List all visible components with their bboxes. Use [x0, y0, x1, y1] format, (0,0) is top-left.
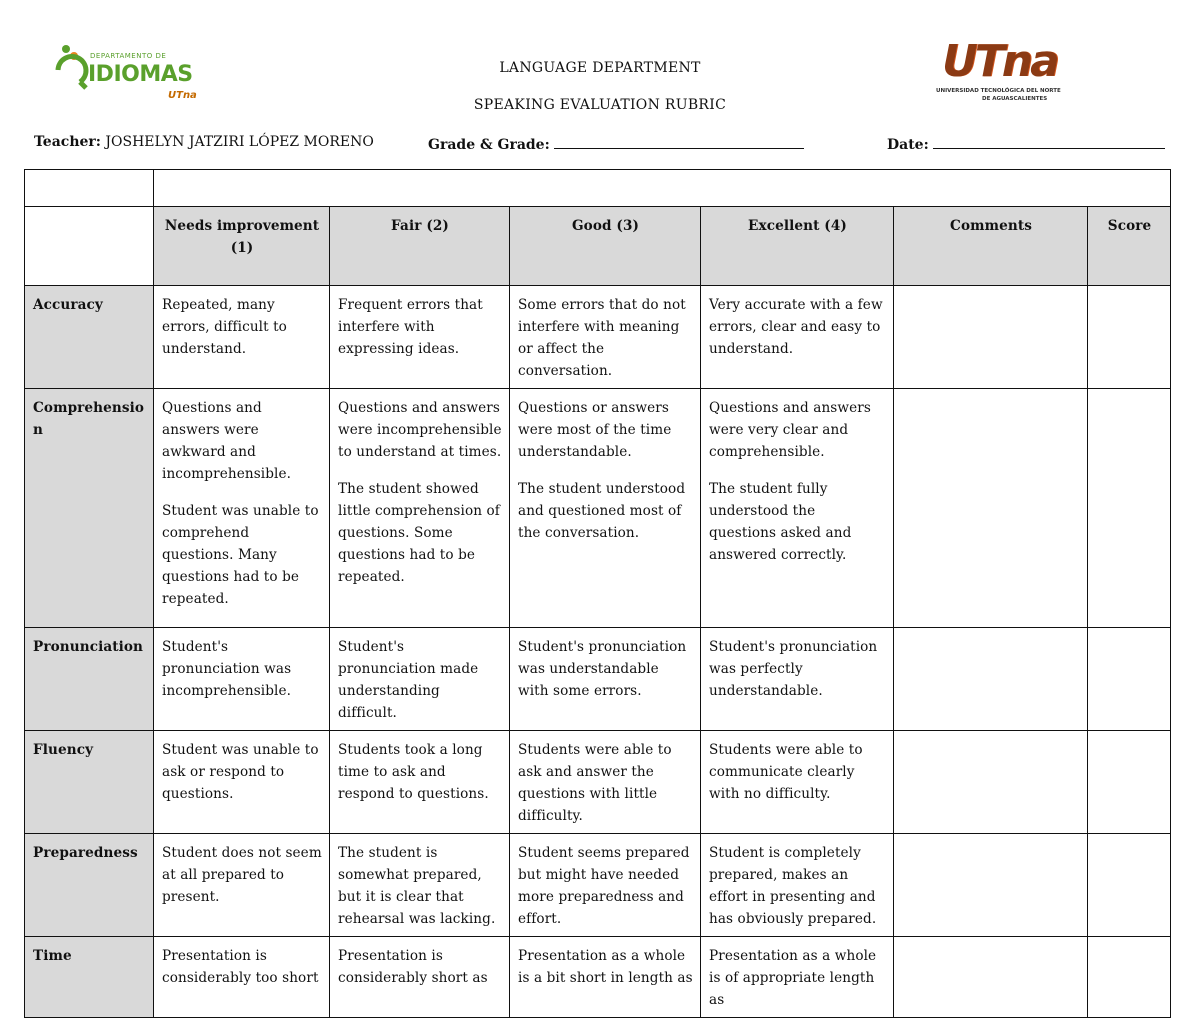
score-cell[interactable]	[1088, 389, 1171, 628]
rubric-cell-text: Student does not seem at all prepared to present.	[162, 845, 322, 905]
table-row	[25, 628, 1171, 731]
rubric-cell	[510, 731, 701, 834]
rubric-cell-text: Presentation is considerably too short	[162, 948, 319, 986]
rubric-cell	[330, 834, 510, 937]
comments-cell[interactable]	[894, 389, 1088, 628]
header-score: Score	[1088, 207, 1171, 286]
rubric-cell	[510, 834, 701, 937]
rubric-cell	[701, 286, 894, 389]
header-excellent: Excellent (4)	[701, 207, 894, 286]
row-label: Accuracy	[25, 286, 154, 389]
rubric-cell-text: Students were able to communicate clearly with no difficulty.	[709, 742, 863, 802]
date-label: Date:	[887, 137, 929, 153]
row-label: Comprehensio n	[25, 389, 154, 628]
rubric-cell	[701, 389, 894, 628]
teacher-field	[34, 134, 374, 150]
rubric-cell-text: Questions and answers were awkward and incomprehensible.	[162, 400, 292, 482]
rubric-cell	[701, 937, 894, 1018]
rubric-cell-text: Student was unable to ask or respond to questions.	[162, 742, 319, 802]
comments-cell[interactable]	[894, 286, 1088, 389]
rubric-cell-text: Student's pronunciation was incomprehensible.	[162, 639, 292, 699]
grade-field	[428, 134, 804, 153]
header-comments: Comments	[894, 207, 1088, 286]
rubric-cell	[154, 286, 330, 389]
rubric-cell-text: Student's pronunciation was understandable with some errors.	[518, 639, 687, 699]
comments-cell[interactable]	[894, 628, 1088, 731]
rubric-cell	[330, 628, 510, 731]
top-blank-cell-left[interactable]	[25, 170, 154, 207]
comments-cell[interactable]	[894, 834, 1088, 937]
rubric-cell	[510, 937, 701, 1018]
rubric-cell-text: The student understood and questioned most of the conversation.	[518, 481, 686, 541]
rubric-cell-text: The student is somewhat prepared, but it is clear that rehearsal was lacking.	[338, 845, 496, 927]
rubric-cell-text: Frequent errors that interfere with expressing ideas.	[338, 297, 483, 357]
row-label: Pronunciation	[25, 628, 154, 731]
rubric-cell	[154, 389, 330, 628]
score-cell[interactable]	[1088, 937, 1171, 1018]
comments-cell[interactable]	[894, 731, 1088, 834]
score-cell[interactable]	[1088, 286, 1171, 389]
rubric-cell	[701, 731, 894, 834]
rubric-cell-text: Student's pronunciation was perfectly understandable.	[709, 639, 878, 699]
header-row	[25, 207, 1171, 286]
rubric-cell	[154, 731, 330, 834]
table-row	[25, 834, 1171, 937]
idiomas-small-text: DEPARTAMENTO DE	[90, 52, 167, 60]
rubric-table	[24, 169, 1171, 1018]
table-row	[25, 389, 1171, 628]
rubric-cell	[154, 937, 330, 1018]
document-subtitle: SPEAKING EVALUATION RUBRIC	[473, 97, 727, 113]
score-cell[interactable]	[1088, 731, 1171, 834]
top-blank-cell-right[interactable]	[154, 170, 1171, 207]
rubric-cell-text: Students were able to ask and answer the questions with little difficulty.	[518, 742, 672, 824]
teacher-label: Teacher:	[34, 134, 101, 150]
header-blank-cell	[25, 207, 154, 286]
rubric-cell-text: Student's pronunciation made understanding difficult.	[338, 639, 479, 721]
rubric-cell	[154, 834, 330, 937]
rubric-cell	[154, 628, 330, 731]
date-blank-line[interactable]	[933, 134, 1165, 149]
rubric-cell-text: Very accurate with a few errors, clear and easy to understand.	[709, 297, 883, 357]
header-fair: Fair (2)	[330, 207, 510, 286]
teacher-value: JOSHELYN JATZIRI LÓPEZ MORENO	[105, 134, 374, 150]
rubric-cell-text: Questions and answers were incomprehensible to understand at times.	[338, 400, 502, 460]
grade-blank-line[interactable]	[554, 134, 804, 149]
rubric-cell	[701, 834, 894, 937]
header-needs-improvement: Needs improvement (1)	[154, 207, 330, 286]
utna-line1: UNIVERSIDAD TECNOLÓGICA DEL NORTE	[936, 88, 1061, 94]
rubric-cell	[510, 628, 701, 731]
header-good: Good (3)	[510, 207, 701, 286]
rubric-cell	[701, 628, 894, 731]
score-cell[interactable]	[1088, 834, 1171, 937]
document-title: LANGUAGE DEPARTMENT	[499, 60, 701, 76]
comments-cell[interactable]	[894, 937, 1088, 1018]
rubric-cell-text: Questions or answers were most of the time understandable.	[518, 400, 672, 460]
idiomas-brand-text: IDIOMAS	[88, 62, 193, 87]
rubric-cell-text: Presentation is considerably short as	[338, 948, 488, 986]
rubric-cell	[330, 731, 510, 834]
idiomas-sub-text: UTna	[168, 90, 197, 101]
table-row	[25, 286, 1171, 389]
rubric-cell	[330, 389, 510, 628]
rubric-cell-text: The student showed little comprehension of questions. Some questions had to be repeated.	[338, 481, 500, 585]
row-label: Fluency	[25, 731, 154, 834]
utna-line2: DE AGUASCALIENTES	[982, 96, 1048, 102]
date-field	[887, 134, 1165, 153]
rubric-cell-text: The student fully understood the questions asked and answered correctly.	[709, 481, 852, 563]
table-row	[25, 937, 1171, 1018]
table-top-bar	[25, 170, 1171, 207]
rubric-cell	[330, 286, 510, 389]
rubric-cell-text: Some errors that do not interfere with meaning or affect the conversation.	[518, 297, 686, 379]
rubric-cell-text: Repeated, many errors, difficult to understand.	[162, 297, 287, 357]
rubric-cell-text: Presentation as a whole is of appropriate length as	[709, 948, 877, 1008]
rubric-cell-text: Presentation as a whole is a bit short in length as	[518, 948, 693, 986]
score-cell[interactable]	[1088, 628, 1171, 731]
rubric-cell-text: Student seems prepared but might have needed more preparedness and effort.	[518, 845, 690, 927]
rubric-cell	[510, 286, 701, 389]
grade-label: Grade & Grade:	[428, 137, 550, 153]
rubric-cell	[330, 937, 510, 1018]
rubric-cell	[510, 389, 701, 628]
rubric-cell-text: Student is completely prepared, makes an effort in presenting and has obviously prepared.	[709, 845, 877, 927]
utna-logo-icon: UTna	[942, 36, 1057, 87]
rubric-cell-text: Students took a long time to ask and respond to questions.	[338, 742, 489, 802]
row-label: Preparedness	[25, 834, 154, 937]
rubric-cell-text: Student was unable to comprehend questions. Many questions had to be repeated.	[162, 503, 319, 607]
table-row	[25, 731, 1171, 834]
row-label: Time	[25, 937, 154, 1018]
rubric-cell-text: Questions and answers were very clear and comprehensible.	[709, 400, 871, 460]
